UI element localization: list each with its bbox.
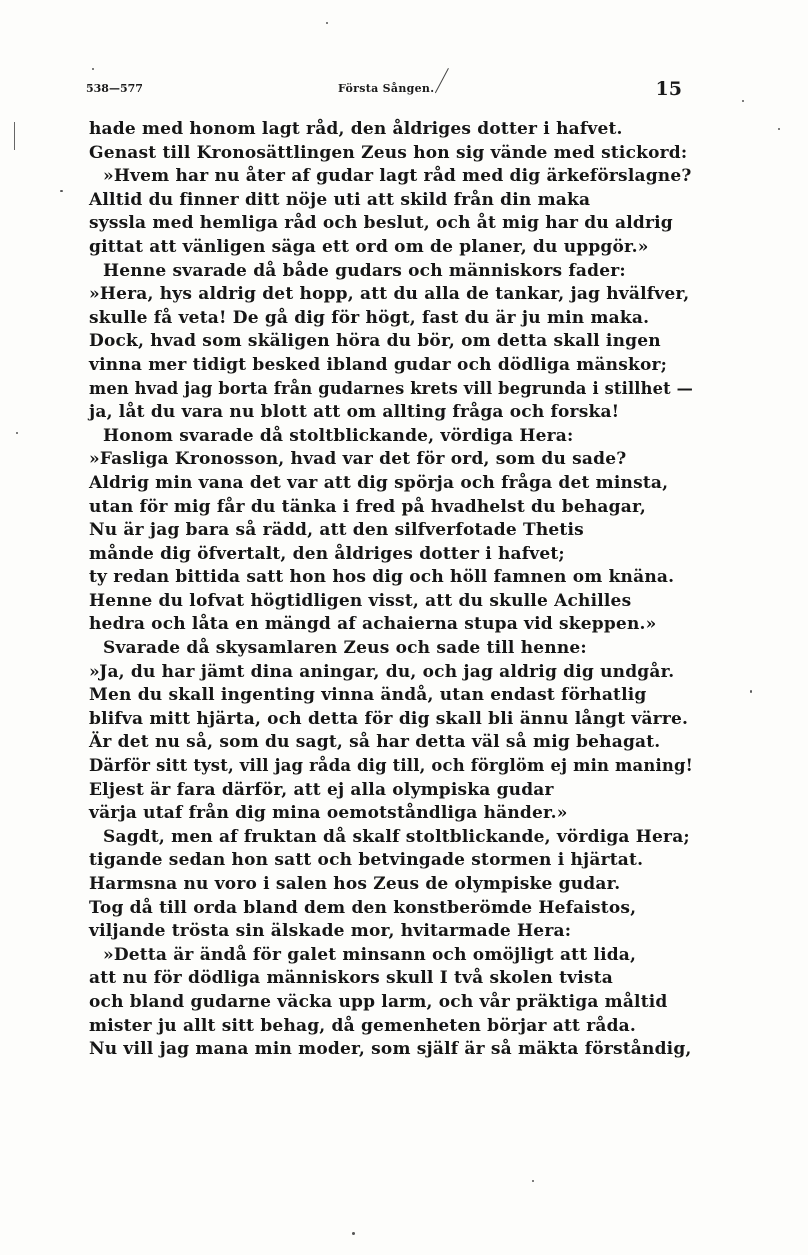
verse-line: hedra och låta en mängd af achaierna stupa vid skeppen.» — [89, 614, 657, 635]
verse-line: Svarade då skysamlaren Zeus och sade till henne: — [103, 638, 587, 659]
verse-line: Eljest är fara därför, att ej alla olympiska gudar — [89, 779, 554, 800]
verse-line: syssla med hemliga råd och beslut, och åt mig har du aldrig — [89, 213, 673, 234]
verse-line: Är det nu så, som du sagt, så har detta väl så mig behagat. — [89, 732, 661, 753]
verse-line: ja, låt du vara nu blott att om allting fråga och forska! — [89, 402, 620, 423]
verse-line: månde dig öfvertalt, den åldriges dotter i hafvet; — [89, 543, 565, 564]
verse-line: Nu är jag bara så rädd, att den silfverfotade Thetis — [89, 520, 584, 541]
verse-line: Nu vill jag mana min moder, som själf är så mäkta förståndig, — [89, 1039, 692, 1060]
scan-speck — [532, 1180, 534, 1182]
verse-line: tigande sedan hon satt och betvingade stormen i hjärtat. — [89, 850, 644, 871]
verse-line: ty redan bittida satt hon hos dig och höll famnen om knäna. — [89, 567, 675, 588]
verse-line: Alltid du finner ditt nöje uti att skild från din maka — [89, 189, 591, 210]
scan-speck — [16, 432, 18, 434]
page-number: 15 — [655, 78, 682, 100]
verse-line: Dock, hvad som skäligen höra du bör, om detta skall ingen — [89, 331, 661, 352]
verse-line: Men du skall ingenting vinna ändå, utan endast förhatlig — [89, 685, 647, 706]
verse-line: Honom svarade då stoltblickande, vördiga Hera: — [103, 425, 574, 446]
verse-line: värja utaf från dig mina oemotståndliga händer.» — [89, 803, 568, 824]
verse-line: Tog då till orda bland dem den konstberömde Hefaistos, — [89, 897, 637, 918]
verse-line: »Hera, hys aldrig det hopp, att du alla de tankar, jag hvälfver, — [89, 284, 690, 305]
verse-line: skulle få veta! De gå dig för högt, fast du är ju min maka. — [89, 307, 650, 328]
verse-line: Genast till Kronosättlingen Zeus hon sig vände med stickord: — [89, 142, 688, 163]
scan-speck — [326, 22, 328, 24]
verse-line: hade med honom lagt råd, den åldriges dotter i hafvet. — [89, 119, 623, 139]
scan-speck — [742, 100, 744, 102]
verse-text — [89, 118, 694, 1062]
verse-line: vinna mer tidigt besked ibland gudar och dödliga mänskor; — [89, 354, 668, 375]
verse-line: utan för mig får du tänka i fred på hvadhelst du behagar, — [89, 496, 646, 517]
verse-line: men hvad jag borta från gudarnes krets vill begrunda i stillhet — — [89, 378, 694, 399]
verse-line: och bland gudarne väcka upp larm, och vår präktiga måltid — [89, 991, 668, 1012]
verse-line: »Hvem har nu åter af gudar lagt råd med dig ärkeförslagne? — [103, 166, 692, 187]
verse-line: »Detta är ändå för galet minsann och omöjligt att lida, — [103, 944, 637, 965]
scan-speck — [750, 690, 752, 693]
verse-line: Därför sitt tyst, vill jag råda dig till, och förglöm ej min maning! — [89, 756, 693, 777]
line-range: 538—577 — [86, 82, 143, 95]
scan-speck — [60, 190, 63, 192]
verse-line: Sagdt, men af fruktan då skalf stoltblickande, vördiga Hera; — [103, 826, 690, 847]
margin-mark — [14, 122, 15, 150]
scan-speck — [778, 128, 780, 130]
verse-line: blifva mitt hjärta, och detta för dig skall bli ännu långt värre. — [89, 708, 689, 729]
verse-line: gittat att vänligen säga ett ord om de planer, du uppgör.» — [89, 236, 649, 257]
running-header — [86, 78, 682, 100]
verse-line: viljande trösta sin älskade mor, hvitarmade Hera: — [89, 921, 572, 942]
chapter-title: Första Sången. — [338, 82, 435, 95]
verse-line: Henne svarade då både gudars och människors fader: — [103, 260, 626, 281]
verse-line: »Ja, du har jämt dina aningar, du, och jag aldrig dig undgår. — [89, 661, 675, 682]
verse-line: Aldrig min vana det var att dig spörja och fråga det minsta, — [89, 472, 669, 493]
verse-line: Henne du lofvat högtidligen visst, att du skulle Achilles — [89, 590, 632, 611]
scan-speck — [352, 1232, 355, 1235]
verse-line: Harmsna nu voro i salen hos Zeus de olympiske gudar. — [89, 874, 621, 894]
verse-line: »Fasliga Kronosson, hvad var det för ord, som du sade? — [89, 449, 627, 470]
scan-speck — [92, 68, 94, 70]
verse-line: att nu för dödliga människors skull I två skolen tvista — [89, 968, 613, 989]
pencil-mark — [435, 68, 460, 99]
verse-line: mister ju allt sitt behag, då gemenheten börjar att råda. — [89, 1015, 637, 1036]
